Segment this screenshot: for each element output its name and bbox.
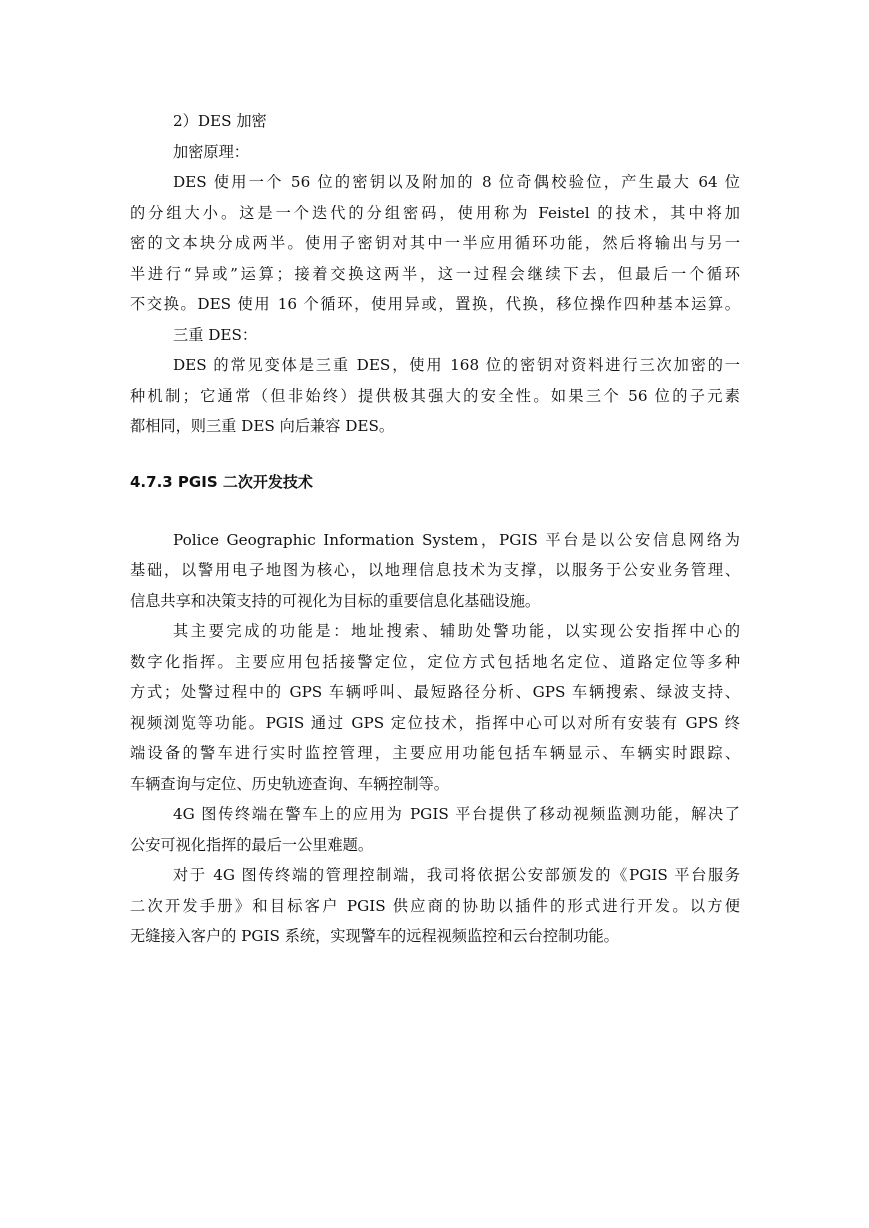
section-title: 4.7.3 PGIS 二次开发技术 bbox=[130, 472, 313, 491]
paragraph-line: 车辆查询与定位、历史轨迹查询、车辆控制等。 bbox=[130, 774, 449, 793]
paragraph-line: 基础，以警用电子地图为核心，以地理信息技术为支撑，以服务于公安业务管理、 bbox=[130, 561, 740, 579]
paragraph-line: 半进行“异或”运算；接着交换这两半，这一过程会继续下去，但最后一个循环 bbox=[130, 264, 740, 283]
paragraph-line: 无缝接入客户的 PGIS 系统，实现警车的远程视频监控和云台控制功能。 bbox=[130, 927, 619, 945]
paragraph-line: 4G 图传终端在警车上的应用为 PGIS 平台提供了移动视频监测功能，解决了 bbox=[173, 805, 740, 823]
paragraph-line: 数字化指挥。主要应用包括接警定位，定位方式包括地名定位、道路定位等多种 bbox=[130, 652, 740, 671]
triple-des-label: 三重 DES： bbox=[173, 325, 258, 344]
paragraph-line: DES 使用一个 56 位的密钥以及附加的 8 位奇偶校验位，产生最大 64 位 bbox=[173, 173, 740, 191]
paragraph-line: 密的文本块分成两半。使用子密钥对其中一半应用循环功能，然后将输出与另一 bbox=[130, 234, 740, 252]
paragraph-line: Police Geographic Information System，PGIS 平台是以公安信息网络为 bbox=[173, 530, 740, 549]
paragraph-line: 都相同，则三重 DES 向后兼容 DES。 bbox=[130, 417, 395, 435]
document-page bbox=[130, 106, 740, 952]
paragraph-line: 公安可视化指挥的最后一公里难题。 bbox=[130, 835, 373, 854]
paragraph-line: 方式；处警过程中的 GPS 车辆呼叫、最短路径分析、GPS 车辆搜索、绿波支持、 bbox=[130, 683, 740, 701]
paragraph-line: 其主要完成的功能是：地址搜索、辅助处警功能，以实现公安指挥中心的 bbox=[173, 622, 740, 640]
paragraph-line: 视频浏览等功能。PGIS 通过 GPS 定位技术，指挥中心可以对所有安装有 GPS 终 bbox=[130, 713, 740, 732]
paragraph-line: 二次开发手册》和目标客户 PGIS 供应商的协助以插件的形式进行开发。以方便 bbox=[130, 896, 740, 915]
paragraph-line: 不交换。DES 使用 16 个循环，使用异或，置换，代换，移位操作四种基本运算。 bbox=[130, 295, 740, 313]
paragraph-line: 种机制；它通常（但非始终）提供极其强大的安全性。如果三个 56 位的子元素 bbox=[130, 386, 740, 405]
des-heading: 2）DES 加密 bbox=[173, 112, 267, 130]
des-principle-label: 加密原理： bbox=[173, 142, 249, 161]
paragraph-line: 信息共享和决策支持的可视化为目标的重要信息化基础设施。 bbox=[130, 591, 541, 610]
paragraph-line: DES 的常见变体是三重 DES，使用 168 位的密钥对资料进行三次加密的一 bbox=[173, 356, 740, 374]
paragraph-line: 端设备的警车进行实时监控管理，主要应用功能包括车辆显示、车辆实时跟踪、 bbox=[130, 744, 740, 762]
paragraph-line: 对于 4G 图传终端的管理控制端，我司将依据公安部颁发的《PGIS 平台服务 bbox=[173, 866, 740, 884]
paragraph-line: 的分组大小。这是一个迭代的分组密码，使用称为 Feistel 的技术，其中将加 bbox=[130, 203, 740, 222]
